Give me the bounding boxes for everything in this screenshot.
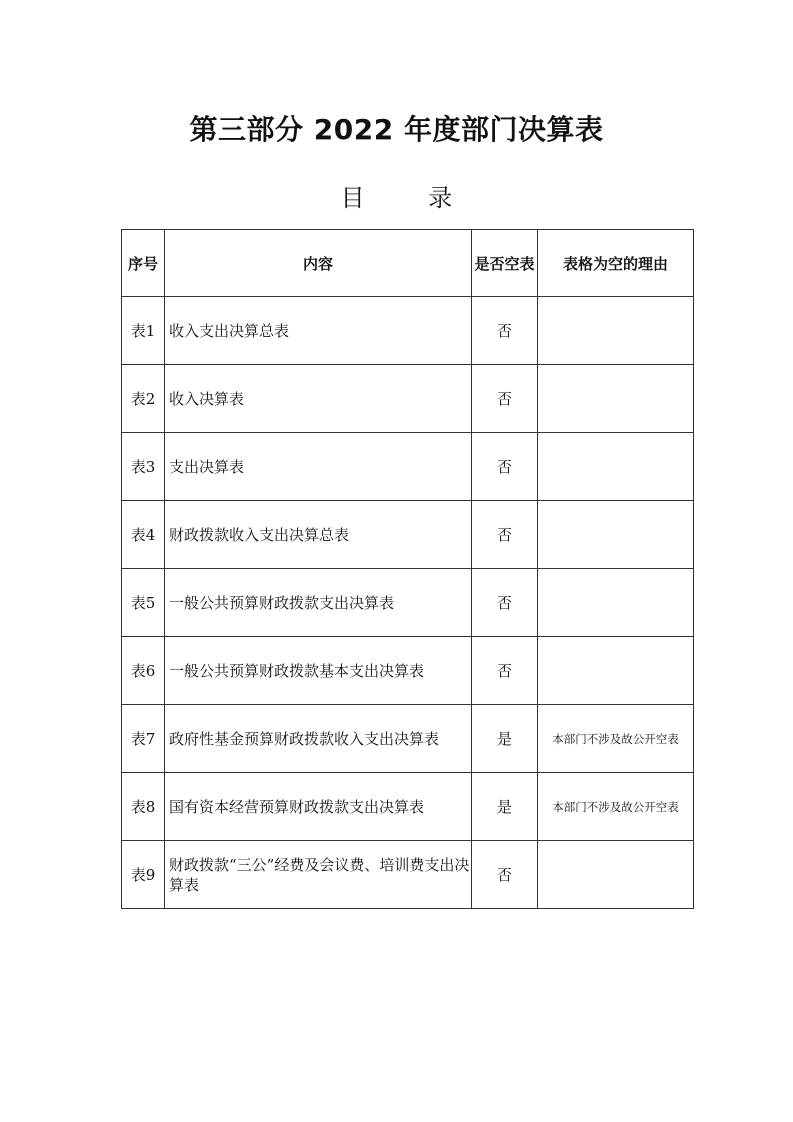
header-content: 内容 <box>165 230 472 297</box>
row-number: 表4 <box>122 501 165 569</box>
table-row <box>122 365 694 433</box>
row-number: 表2 <box>122 365 165 433</box>
row-content: 收入决算表 <box>165 365 472 433</box>
row-is-empty: 否 <box>472 637 538 705</box>
table-row <box>122 501 694 569</box>
row-number: 表5 <box>122 569 165 637</box>
row-is-empty: 是 <box>472 705 538 773</box>
table-row <box>122 773 694 841</box>
row-is-empty: 是 <box>472 773 538 841</box>
header-is-empty: 是否空表 <box>472 230 538 297</box>
table-row <box>122 297 694 365</box>
row-empty-reason <box>538 841 694 909</box>
table-header-row <box>122 230 694 297</box>
row-content: 国有资本经营预算财政拨款支出决算表 <box>165 773 472 841</box>
table-row <box>122 433 694 501</box>
row-content: 政府性基金预算财政拨款收入支出决算表 <box>165 705 472 773</box>
header-empty-reason: 表格为空的理由 <box>538 230 694 297</box>
row-content: 支出决算表 <box>165 433 472 501</box>
row-content: 财政拨款收入支出决算总表 <box>165 501 472 569</box>
table-row <box>122 637 694 705</box>
row-empty-reason: 本部门不涉及故公开空表 <box>538 705 694 773</box>
table-row <box>122 569 694 637</box>
row-content: 财政拨款“三公”经费及会议费、培训费支出决算表 <box>165 841 472 909</box>
row-number: 表7 <box>122 705 165 773</box>
table-row <box>122 705 694 773</box>
row-is-empty: 否 <box>472 501 538 569</box>
row-empty-reason <box>538 297 694 365</box>
header-number: 序号 <box>122 230 165 297</box>
row-is-empty: 否 <box>472 569 538 637</box>
row-empty-reason <box>538 365 694 433</box>
row-number: 表6 <box>122 637 165 705</box>
row-content: 一般公共预算财政拨款基本支出决算表 <box>165 637 472 705</box>
row-number: 表1 <box>122 297 165 365</box>
row-empty-reason <box>538 501 694 569</box>
row-is-empty: 否 <box>472 365 538 433</box>
toc-table <box>121 229 694 909</box>
table-row <box>122 841 694 909</box>
row-empty-reason <box>538 433 694 501</box>
row-number: 表9 <box>122 841 165 909</box>
row-empty-reason <box>538 637 694 705</box>
toc-heading: 目 录 <box>340 184 481 212</box>
row-number: 表3 <box>122 433 165 501</box>
row-empty-reason: 本部门不涉及故公开空表 <box>538 773 694 841</box>
row-is-empty: 否 <box>472 433 538 501</box>
page-title: 第三部分 2022 年度部门决算表 <box>189 113 604 146</box>
row-content: 收入支出决算总表 <box>165 297 472 365</box>
row-is-empty: 否 <box>472 297 538 365</box>
row-empty-reason <box>538 569 694 637</box>
row-number: 表8 <box>122 773 165 841</box>
row-is-empty: 否 <box>472 841 538 909</box>
row-content: 一般公共预算财政拨款支出决算表 <box>165 569 472 637</box>
